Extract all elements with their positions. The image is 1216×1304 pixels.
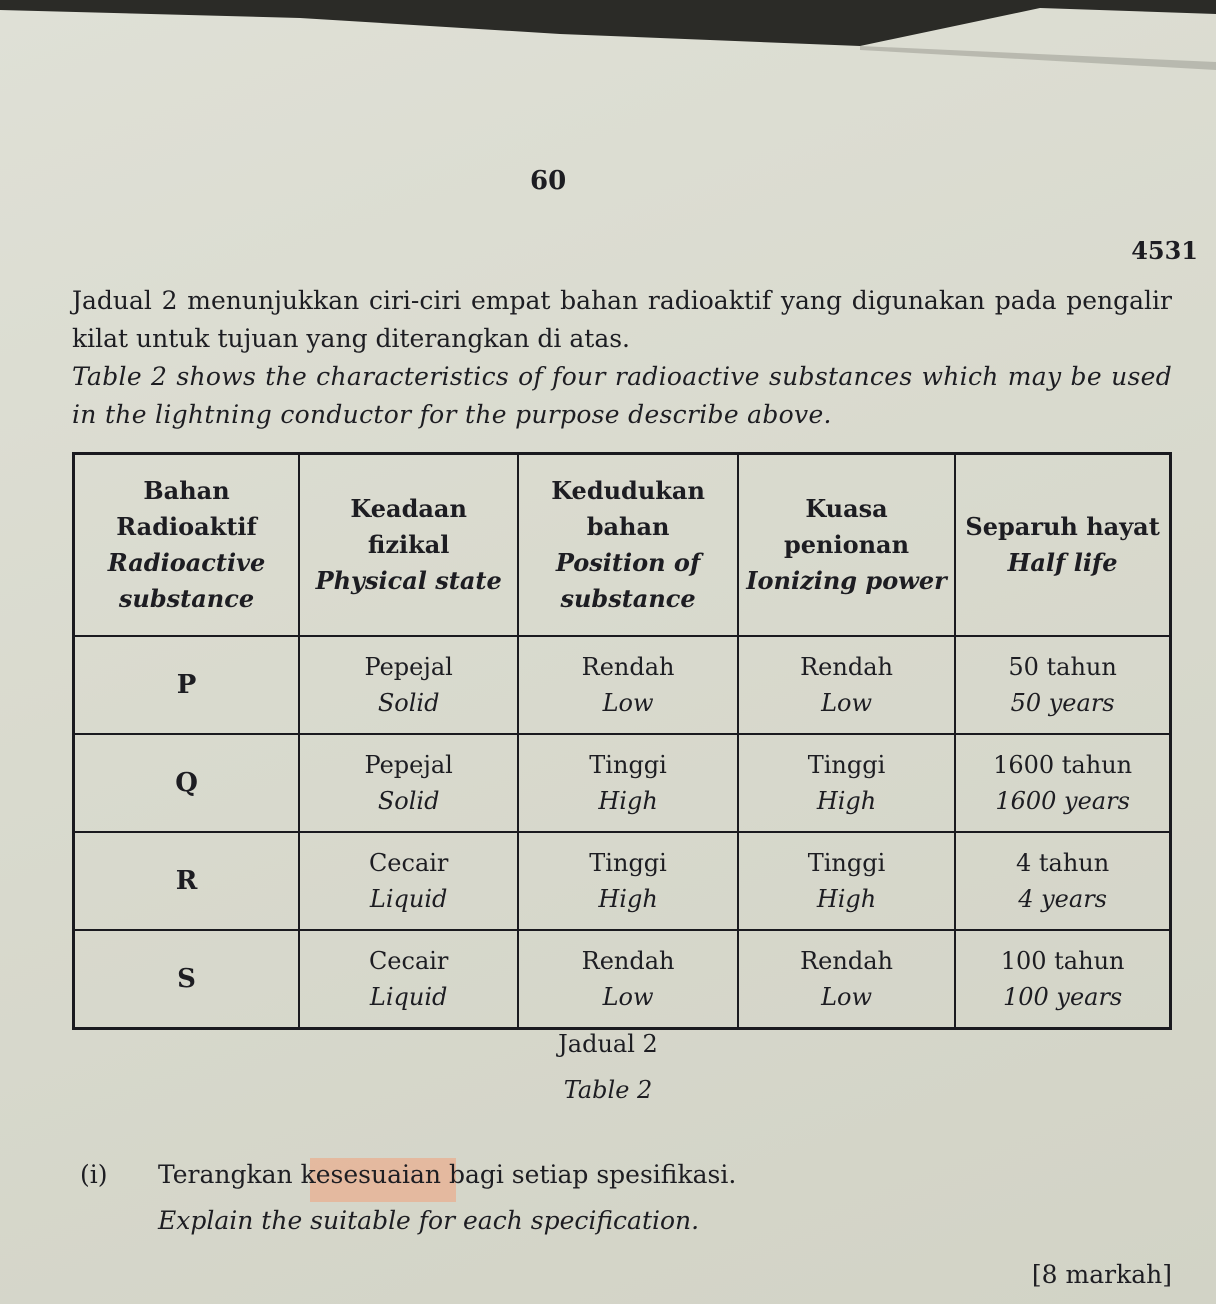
physical-state-cell: Cecair Liquid [299,832,518,930]
substance-name: P [74,636,300,734]
page-number: 60 [530,166,567,196]
header-half-life: Separuh hayat Half life [955,454,1170,637]
header-position: Kedudukan bahan Position of substance [518,454,738,637]
table-row [74,734,1171,832]
table-row [74,930,1171,1029]
ionizing-power-cell: Tinggi High [738,832,955,930]
substance-name: R [74,832,300,930]
half-life-cell: 50 tahun 50 years [955,636,1170,734]
paper-code: 4531 [1131,236,1198,265]
physical-state-cell: Cecair Liquid [299,930,518,1029]
question-number: (i) [80,1160,108,1189]
ionizing-power-cell: Rendah Low [738,636,955,734]
substance-name: S [74,930,300,1029]
half-life-cell: 100 tahun 100 years [955,930,1170,1029]
position-cell: Rendah Low [518,930,738,1029]
intro-english: Table 2 shows the characteristics of four radioactive substances which may be used in the lightning conductor for the purpose describe above. [72,362,1172,429]
physical-state-cell: Pepejal Solid [299,734,518,832]
header-physical-state: Keadaan fizikal Physical state [299,454,518,637]
physical-state-cell: Pepejal Solid [299,636,518,734]
radioactive-substances-table [72,452,1172,1030]
half-life-cell: 4 tahun 4 years [955,832,1170,930]
intro-malay: Jadual 2 menunjukkan ciri-ciri empat bahan radioaktif yang digunakan pada pengalir kilat untuk tujuan yang diterangkan di atas. [72,286,1172,353]
table-header-row [74,454,1171,637]
table-caption-malay: Jadual 2 [558,1030,658,1058]
ionizing-power-cell: Rendah Low [738,930,955,1029]
table-row [74,832,1171,930]
table-row [74,636,1171,734]
header-substance: Bahan Radioaktif Radioactive substance [74,454,300,637]
position-cell: Rendah Low [518,636,738,734]
half-life-cell: 1600 tahun 1600 years [955,734,1170,832]
header-ionizing-power: Kuasa penionan Ionizing power [738,454,955,637]
position-cell: Tinggi High [518,832,738,930]
question-malay: Terangkan kesesuaian bagi setiap spesifikasi. [158,1160,737,1189]
ionizing-power-cell: Tinggi High [738,734,955,832]
position-cell: Tinggi High [518,734,738,832]
marks-label: [8 markah] [1031,1260,1172,1289]
substance-name: Q [74,734,300,832]
table-caption-english: Table 2 [563,1076,653,1104]
question-english: Explain the suitable for each specification. [158,1206,700,1235]
